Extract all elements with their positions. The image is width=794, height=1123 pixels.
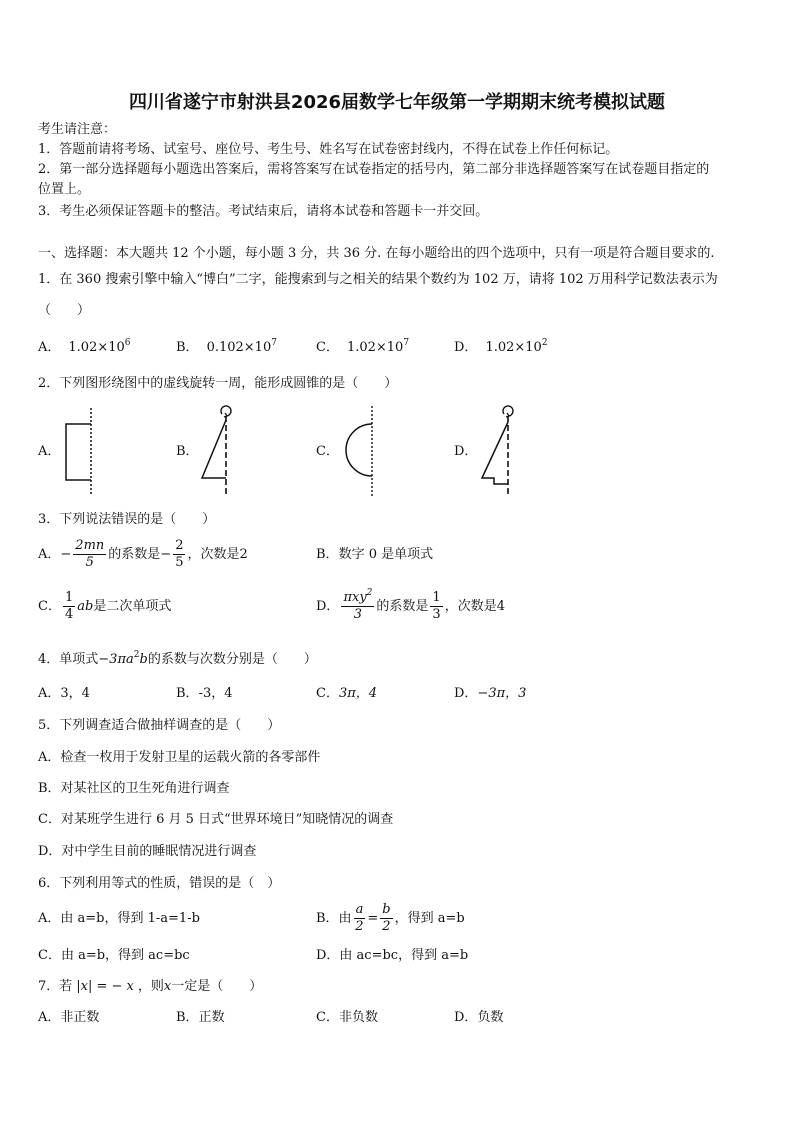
section-heading: 一、选择题：本大题共 12 个小题，每小题 3 分，共 36 分. 在每小题给出的四个选项中，只有一项是符合题目要求的. xyxy=(38,246,715,261)
q2-stem: 2．下列图形绕图中的虚线旋转一周，能形成圆锥的是（ ） xyxy=(38,376,398,391)
notice-heading: 考生请注意： xyxy=(38,122,117,137)
q4-stem: 4．单项式$-3\pi a^2b$的系数与次数分别是（ ） xyxy=(38,650,317,667)
q5-option-b: B．对某社区的卫生死角进行调查 xyxy=(38,781,230,796)
option-label: D． xyxy=(454,340,478,355)
q4-option-a: A．3，4 xyxy=(38,686,90,701)
q6-stem: 6．下列利用等式的性质，错误的是（ ） xyxy=(38,876,281,891)
q2-option-c-label: C． xyxy=(316,444,339,459)
q7-stem: 7．若 |x| = − x ，则x一定是（ ） xyxy=(38,979,263,994)
q7-option-d: D．负数 xyxy=(454,1010,504,1025)
q6-option-d: D．由 ac=bc，得到 a=b xyxy=(316,948,469,963)
q5-option-a: A．检查一枚用于发射卫星的运载火箭的各零部件 xyxy=(38,750,321,765)
q3-option-b: B．数字 0 是单项式 xyxy=(316,547,434,562)
q4-option-b: B．-3，4 xyxy=(176,686,233,701)
q1-option-a: A． $1.02\times 10^6$ xyxy=(38,338,131,355)
notice-item-2: 2．第一部分选择题每小题选出答案后，需将答案写在试卷指定的括号内，第二部分非选择题答案写在试卷题目指定的 xyxy=(38,162,710,177)
q2-figure-d xyxy=(476,404,520,496)
q5-option-c: C．对某班学生进行 6 月 5 日式“世界环境日”知晓情况的调查 xyxy=(38,812,394,827)
q2-figure-b xyxy=(196,404,240,496)
q2-figure-a xyxy=(60,408,100,494)
q3-option-a: A．− $\frac{2mn}{5}$ 的系数是− $\frac{2}{5}$ ，次数是2 xyxy=(38,538,248,570)
q7-option-a: A．非正数 xyxy=(38,1010,100,1025)
q2-option-d-label: D． xyxy=(454,444,478,459)
q1-option-d: D． $1.02\times 10^2$ xyxy=(454,338,548,355)
q6-option-a: A．由 a=b，得到 1-a=1-b xyxy=(38,911,200,926)
q3-stem: 3．下列说法错误的是（ ） xyxy=(38,512,216,527)
q4-option-c: C．3π，4 xyxy=(316,686,378,701)
q3-option-c: C． $\frac{1}{4}$ ab是二次单项式 xyxy=(38,590,172,622)
q6-option-b: B．由 $\frac{a}{2}$ = $\frac{b}{2}$ ，得到 a=b xyxy=(316,902,465,934)
q4-option-d: D．−3π，3 xyxy=(454,686,527,701)
option-label: A． xyxy=(38,340,61,355)
q1-stem: 1．在 360 搜索引擎中输入“博白”二字，能搜索到与之相关的结果个数约为 102 万，请将 102 万用科学记数法表示为 xyxy=(38,272,718,287)
q2-option-b-label: B． xyxy=(176,444,199,459)
notice-item-3: 3．考生必须保证答题卡的整洁。考试结束后，请将本试卷和答题卡一并交回。 xyxy=(38,204,489,219)
q1-option-b: B． $0.102\times 10^7$ xyxy=(176,338,277,355)
option-label: C． xyxy=(316,340,339,355)
q2-figure-c xyxy=(336,406,380,496)
option-label: B． xyxy=(176,340,199,355)
notice-item-2-cont: 位置上。 xyxy=(38,182,91,197)
q7-option-b: B．正数 xyxy=(176,1010,225,1025)
q5-option-d: D．对中学生目前的睡眠情况进行调查 xyxy=(38,844,257,859)
document-title: 四川省遂宁市射洪县2026届数学七年级第一学期期末统考模拟试题 xyxy=(128,92,666,113)
q1-option-c: C． $1.02\times 10^7$ xyxy=(316,338,410,355)
q6-option-c: C．由 a=b，得到 ac=bc xyxy=(38,948,190,963)
q5-stem: 5．下列调查适合做抽样调查的是（ ） xyxy=(38,718,281,733)
q3-option-d: D． $\frac{\pi xy^2}{3}$ 的系数是 $\frac{1}{3}$ ，次数是4 xyxy=(316,588,505,622)
q1-paren: （ ） xyxy=(38,303,91,318)
q2-option-a-label: A． xyxy=(38,444,61,459)
notice-item-1: 1．答题前请将考场、试室号、座位号、考生号、姓名写在试卷密封线内，不得在试卷上作任何标记。 xyxy=(38,142,619,157)
q7-option-c: C．非负数 xyxy=(316,1010,378,1025)
